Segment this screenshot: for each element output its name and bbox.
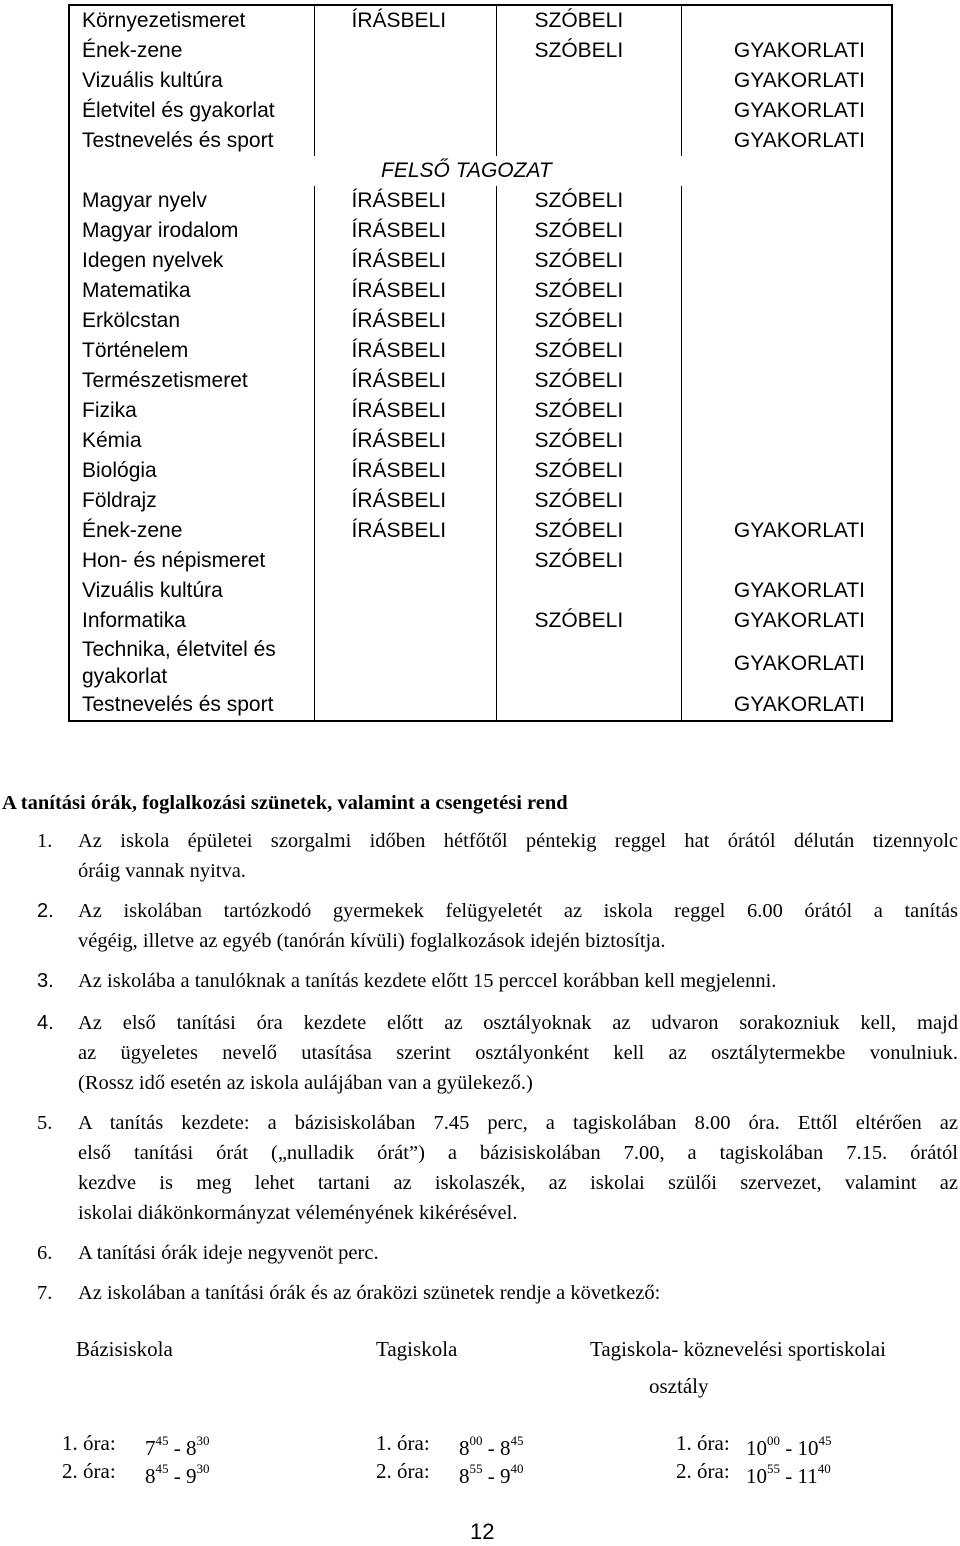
table-row — [69, 606, 892, 636]
practical-exam-cell — [681, 336, 892, 366]
period-label: 1. óra: — [376, 1431, 430, 1455]
written-exam-cell: ÍRÁSBELI — [314, 246, 496, 276]
written-exam-cell: ÍRÁSBELI — [314, 186, 496, 216]
practical-exam-cell — [681, 396, 892, 426]
written-exam-cell: ÍRÁSBELI — [314, 486, 496, 516]
oral-exam-cell: SZÓBELI — [496, 456, 681, 486]
practical-exam-cell — [681, 186, 892, 216]
table-row — [69, 456, 892, 486]
practical-exam-cell: GYAKORLATI — [733, 693, 865, 716]
list-item — [0, 1008, 958, 1098]
table-row — [69, 516, 892, 546]
subject-cell: Magyar irodalom — [69, 216, 314, 246]
table-row — [69, 366, 892, 396]
subject-cell: Történelem — [69, 336, 314, 366]
item-text-line: első tanítási órát („nulladik órát”) a bázisiskolában 7.00, a tagiskolában 7.15. órától — [78, 1142, 958, 1164]
time-separator: - — [487, 1464, 495, 1488]
practical-exam-cell — [681, 216, 892, 246]
item-text-line: Az iskolában a tanítási órák és az óraközi szünetek rendje a következő: — [78, 1282, 661, 1304]
written-exam-cell: ÍRÁSBELI — [314, 306, 496, 336]
start-minute: 55 — [767, 1461, 780, 1476]
table-row — [69, 636, 892, 690]
item-number: 4. — [37, 1012, 54, 1034]
end-minute: 45 — [510, 1433, 524, 1448]
practical-exam-cell: GYAKORLATI — [733, 651, 865, 675]
practical-exam-cell: GYAKORLATI — [733, 519, 865, 542]
subject-cell: Magyar nyelv — [69, 186, 314, 216]
start-hour: 10 — [746, 1436, 767, 1460]
oral-exam-cell — [496, 96, 681, 126]
oral-exam-cell: SZÓBELI — [496, 486, 681, 516]
practical-exam-cell: GYAKORLATI — [733, 99, 865, 122]
written-exam-cell — [314, 636, 496, 690]
oral-exam-cell — [496, 126, 681, 156]
written-exam-cell: ÍRÁSBELI — [314, 396, 496, 426]
written-exam-cell — [314, 690, 496, 721]
written-exam-cell: ÍRÁSBELI — [314, 366, 496, 396]
list-item — [0, 1108, 958, 1228]
subject-cell: Vizuális kultúra — [69, 66, 314, 96]
period-label: 2. óra: — [676, 1459, 730, 1483]
subject-cell: Erkölcstan — [69, 306, 314, 336]
practical-exam-cell — [681, 246, 892, 276]
practical-exam-cell: GYAKORLATI — [733, 609, 865, 632]
written-exam-cell: ÍRÁSBELI — [314, 216, 496, 246]
subject-cell: Matematika — [69, 276, 314, 306]
start-minute: 00 — [767, 1433, 780, 1448]
item-text-line: Az iskolába a tanulóknak a tanítás kezdete előtt 15 perccel korábban kell megjelenni. — [78, 970, 777, 992]
time-separator: - — [785, 1464, 793, 1488]
oral-exam-cell: SZÓBELI — [496, 606, 681, 636]
written-exam-cell — [314, 576, 496, 606]
header-bazisiskola: Bázisiskola — [76, 1337, 173, 1361]
practical-exam-cell — [681, 306, 892, 336]
period-label: 2. óra: — [376, 1459, 430, 1483]
item-text-line: A tanítási órák ideje negyvenöt perc. — [78, 1242, 379, 1264]
item-number: 6. — [37, 1242, 53, 1264]
item-text — [78, 1278, 958, 1308]
oral-exam-cell: SZÓBELI — [496, 36, 681, 66]
oral-exam-cell: SZÓBELI — [496, 366, 681, 396]
subject-cell: Biológia — [69, 456, 314, 486]
start-hour: 10 — [746, 1464, 767, 1488]
start-minute: 00 — [469, 1433, 483, 1448]
list-item — [0, 1238, 958, 1268]
oral-exam-cell — [496, 690, 681, 721]
page-number: 12 — [470, 1519, 495, 1544]
subject-cell: Földrajz — [69, 486, 314, 516]
subject-cell: Természetismeret — [69, 366, 314, 396]
period-time — [145, 1457, 210, 1490]
table-row — [69, 216, 892, 246]
oral-exam-cell — [496, 576, 681, 606]
written-exam-cell — [314, 96, 496, 126]
practical-exam-cell — [681, 456, 892, 486]
item-number: 5. — [37, 1112, 53, 1134]
oral-exam-cell: SZÓBELI — [496, 336, 681, 366]
exam-type-table — [68, 4, 893, 722]
end-minute: 30 — [196, 1433, 210, 1448]
item-text — [78, 896, 958, 956]
practical-exam-cell — [681, 546, 892, 576]
item-text-line: óráig vannak nyitva. — [78, 860, 246, 882]
start-hour: 8 — [459, 1436, 470, 1460]
start-minute: 45 — [155, 1461, 169, 1476]
subject-cell: Ének-zene — [69, 516, 314, 546]
written-exam-cell: ÍRÁSBELI — [314, 5, 496, 36]
start-hour: 8 — [145, 1464, 156, 1488]
table-row — [69, 306, 892, 336]
header-tagiskola: Tagiskola — [376, 1337, 458, 1361]
subject-cell: Testnevelés és sport — [69, 126, 314, 156]
item-text-line: iskolai diákönkormányzat véleményének kikérésével. — [78, 1202, 518, 1224]
time-separator: - — [173, 1464, 181, 1488]
time-separator: - — [785, 1436, 793, 1460]
item-text-line: (Rossz idő esetén az iskola aulájában van a gyülekező.) — [78, 1072, 533, 1094]
period-label: 1. óra: — [676, 1431, 730, 1455]
practical-exam-cell: GYAKORLATI — [733, 129, 865, 152]
end-minute: 45 — [818, 1433, 832, 1448]
written-exam-cell: ÍRÁSBELI — [314, 516, 496, 546]
table-row — [69, 66, 892, 96]
subject-cell: Környezetismeret — [69, 5, 314, 36]
table-row — [69, 336, 892, 366]
oral-exam-cell: SZÓBELI — [496, 306, 681, 336]
oral-exam-cell: SZÓBELI — [496, 276, 681, 306]
item-number: 3. — [37, 970, 54, 992]
item-text — [78, 826, 958, 886]
header-sportiskola: Tagiskola- köznevelési sportiskolai — [590, 1337, 886, 1361]
subject-cell: Informatika — [69, 606, 314, 636]
end-hour: 8 — [186, 1436, 197, 1460]
item-text-line: végéig, illetve az egyéb (tanórán kívüli) foglalkozások idején biztosítja. — [78, 930, 666, 952]
oral-exam-cell: SZÓBELI — [496, 216, 681, 246]
table-row — [69, 486, 892, 516]
oral-exam-cell: SZÓBELI — [496, 396, 681, 426]
oral-exam-cell: SZÓBELI — [496, 516, 681, 546]
end-hour: 10 — [797, 1436, 819, 1460]
written-exam-cell — [314, 66, 496, 96]
item-text-line: az ügyeletes nevelő utasítása szerint osztályonként kell az osztálytermekbe vonulniuk. — [78, 1042, 958, 1064]
table-row — [69, 576, 892, 606]
period-label: 1. óra: — [62, 1431, 116, 1455]
end-minute: 40 — [817, 1461, 831, 1476]
subject-line-1: Technika, életvitel és — [82, 638, 276, 661]
start-hour: 7 — [145, 1436, 156, 1460]
subject-cell: Testnevelés és sport — [69, 690, 314, 721]
item-text — [78, 1008, 958, 1098]
section-label: FELSŐ TAGOZAT — [381, 159, 552, 182]
written-exam-cell: ÍRÁSBELI — [314, 426, 496, 456]
practical-exam-cell: GYAKORLATI — [733, 69, 865, 92]
table-row — [69, 276, 892, 306]
time-separator: - — [487, 1436, 495, 1460]
subject-cell: Fizika — [69, 396, 314, 426]
header-sportiskola-line2: osztály — [649, 1374, 709, 1398]
oral-exam-cell: SZÓBELI — [496, 186, 681, 216]
item-text-line: kezdve is meg lehet tartani az iskolaszék, az iskolai szülői szervezet, valamint az — [78, 1172, 958, 1194]
end-hour: 9 — [500, 1464, 511, 1488]
written-exam-cell: ÍRÁSBELI — [314, 456, 496, 486]
written-exam-cell: ÍRÁSBELI — [314, 276, 496, 306]
list-item — [0, 896, 958, 956]
written-exam-cell — [314, 126, 496, 156]
start-hour: 8 — [459, 1464, 470, 1488]
subject-cell — [69, 636, 314, 690]
subject-cell: Kémia — [69, 426, 314, 456]
written-exam-cell — [314, 36, 496, 66]
item-text-line: Az első tanítási óra kezdete előtt az osztályoknak az udvaron sorakozniuk kell, majd — [78, 1012, 958, 1034]
subject-line-2: gyakorlat — [82, 665, 168, 688]
list-item — [0, 826, 958, 886]
start-minute: 55 — [469, 1461, 483, 1476]
table-row — [69, 396, 892, 426]
time-separator: - — [173, 1436, 181, 1460]
practical-exam-cell — [681, 276, 892, 306]
written-exam-cell: ÍRÁSBELI — [314, 336, 496, 366]
practical-exam-cell — [681, 426, 892, 456]
end-hour: 9 — [186, 1464, 197, 1488]
table-row — [69, 426, 892, 456]
item-text — [78, 966, 958, 996]
item-number: 7. — [37, 1282, 53, 1304]
item-text-line: Az iskola épületei szorgalmi időben hétfőtől péntekig reggel hat órától délután tizennyolc — [78, 830, 958, 852]
list-item — [0, 1278, 958, 1308]
oral-exam-cell: SZÓBELI — [496, 5, 681, 36]
table-row — [69, 246, 892, 276]
table-row — [69, 36, 892, 66]
end-hour: 11 — [797, 1464, 818, 1488]
practical-exam-cell — [681, 486, 892, 516]
list-item — [0, 966, 958, 996]
start-minute: 45 — [155, 1433, 169, 1448]
period-label: 2. óra: — [62, 1459, 116, 1483]
practical-exam-cell: GYAKORLATI — [733, 579, 865, 602]
period-time — [746, 1457, 831, 1490]
section-heading: A tanítási órák, foglalkozási szünetek, valamint a csengetési rend — [2, 792, 568, 814]
item-text-line: Az iskolában tartózkodó gyermekek felügyeletét az iskola reggel 6.00 órától a tanítás — [78, 900, 958, 922]
table-row — [69, 96, 892, 126]
subject-cell: Hon- és népismeret — [69, 546, 314, 576]
subject-cell: Életvitel és gyakorlat — [69, 96, 314, 126]
period-time — [459, 1457, 524, 1490]
oral-exam-cell: SZÓBELI — [496, 246, 681, 276]
oral-exam-cell: SZÓBELI — [496, 426, 681, 456]
written-exam-cell — [314, 606, 496, 636]
subject-cell: Idegen nyelvek — [69, 246, 314, 276]
end-hour: 8 — [500, 1436, 511, 1460]
end-minute: 30 — [196, 1461, 210, 1476]
item-text — [78, 1238, 958, 1268]
practical-exam-cell: GYAKORLATI — [733, 39, 865, 62]
oral-exam-cell — [496, 636, 681, 690]
item-text-line: A tanítás kezdete: a bázisiskolában 7.45 perc, a tagiskolában 8.00 óra. Ettől eltérően az — [78, 1112, 958, 1134]
table-row — [69, 186, 892, 216]
written-exam-cell — [314, 546, 496, 576]
practical-exam-cell — [681, 5, 892, 36]
table-row — [69, 5, 892, 36]
table-row — [69, 690, 892, 721]
table-row — [69, 126, 892, 156]
practical-exam-cell — [681, 366, 892, 396]
item-number: 2. — [37, 900, 54, 922]
end-minute: 40 — [510, 1461, 524, 1476]
oral-exam-cell: SZÓBELI — [496, 546, 681, 576]
oral-exam-cell — [496, 66, 681, 96]
subject-cell: Vizuális kultúra — [69, 576, 314, 606]
section-header-row — [69, 156, 892, 186]
item-text — [78, 1108, 958, 1228]
subject-cell: Ének-zene — [69, 36, 314, 66]
table-row — [69, 546, 892, 576]
item-number: 1. — [37, 830, 53, 852]
